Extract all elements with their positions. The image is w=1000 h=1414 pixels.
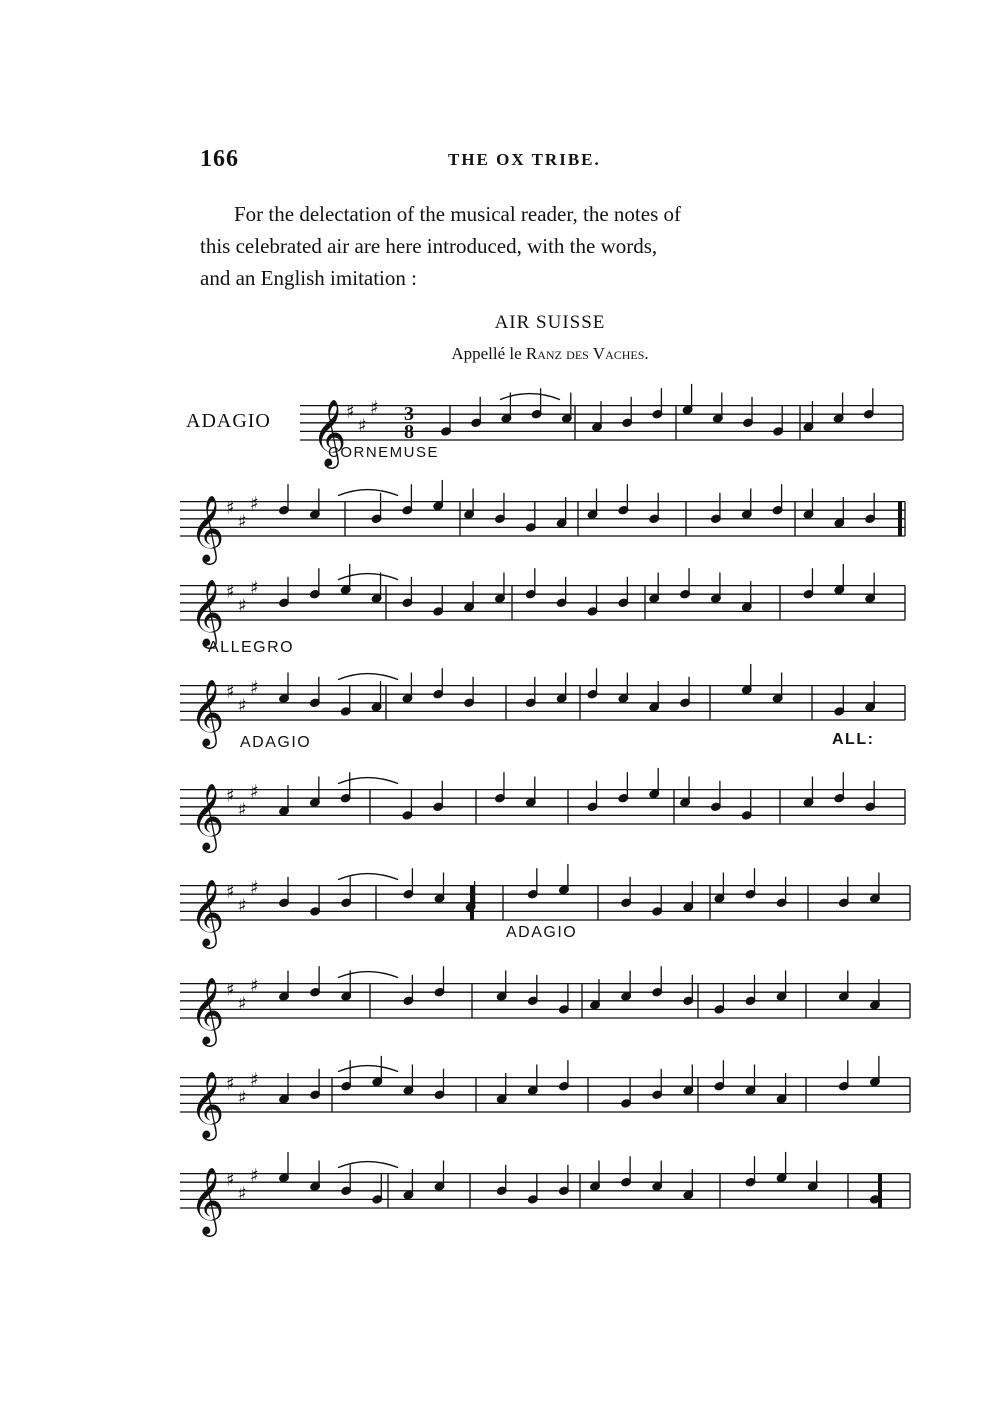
treble-clef-icon: 𝄞: [190, 782, 225, 850]
time-signature-numerator: 3: [404, 403, 414, 425]
label-adagio-line6: ADAGIO: [506, 924, 578, 941]
sharp-icon: ♯: [238, 595, 247, 617]
sharp-icon: ♯: [238, 511, 247, 533]
slur: [338, 574, 398, 580]
sharp-icon: ♯: [250, 877, 259, 899]
sharp-icon: ♯: [250, 577, 259, 599]
sharp-icon: ♯: [238, 695, 247, 717]
slur: [338, 490, 398, 496]
label-allegro: ALLEGRO: [208, 639, 295, 656]
treble-clef-icon: 𝄞: [190, 578, 225, 646]
intro-line-3: and an English imitation :: [200, 266, 417, 290]
sharp-icon: ♯: [250, 1069, 259, 1091]
page-number: 166: [200, 146, 239, 172]
sharp-icon: ♯: [250, 493, 259, 515]
sharp-icon: ♯: [226, 497, 235, 519]
sharp-icon: ♯: [250, 677, 259, 699]
sharp-icon: ♯: [238, 1183, 247, 1205]
sharp-icon: ♯: [250, 781, 259, 803]
treble-clef-icon: 𝄞: [190, 494, 225, 562]
label-cornemuse: CORNEMUSE: [328, 444, 440, 461]
sharp-icon: ♯: [358, 415, 367, 437]
tempo-adagio-first: ADAGIO: [186, 410, 271, 432]
sharp-icon: ♯: [226, 581, 235, 603]
sharp-icon: ♯: [226, 881, 235, 903]
running-head: THE OX TRIBE.: [448, 150, 601, 169]
label-adagio-line4: ADAGIO: [240, 734, 312, 751]
treble-clef-icon: 𝄞: [312, 398, 347, 466]
time-signature-denominator: 8: [404, 421, 414, 443]
treble-clef-icon: 𝄞: [190, 678, 225, 746]
treble-clef-icon: 𝄞: [190, 878, 225, 946]
slur: [338, 972, 398, 978]
label-all: ALL:: [832, 731, 875, 748]
sharp-icon: ♯: [238, 895, 247, 917]
air-subtitle-name: Ranz des Vaches.: [525, 344, 649, 363]
sharp-icon: ♯: [238, 799, 247, 821]
sharp-icon: ♯: [226, 785, 235, 807]
sharp-icon: ♯: [250, 1165, 259, 1187]
sharp-icon: ♯: [238, 993, 247, 1015]
treble-clef-icon: 𝄞: [190, 976, 225, 1044]
air-title: AIR SUISSE: [494, 312, 606, 333]
air-subtitle-prefix: Appellé le: [451, 344, 526, 363]
slur: [338, 674, 398, 680]
sharp-icon: ♯: [250, 975, 259, 997]
slur: [338, 1162, 398, 1168]
slur: [338, 874, 398, 880]
slur: [500, 394, 560, 400]
intro-line-1: For the delectation of the musical reader, the notes of: [234, 202, 681, 226]
sharp-icon: ♯: [346, 401, 355, 423]
slur: [338, 1066, 398, 1072]
sharp-icon: ♯: [226, 681, 235, 703]
slur: [338, 778, 398, 784]
sharp-icon: ♯: [226, 1169, 235, 1191]
intro-line-2: this celebrated air are here introduced, with the words,: [200, 234, 658, 258]
treble-clef-icon: 𝄞: [190, 1166, 225, 1234]
sharp-icon: ♯: [238, 1087, 247, 1109]
sharp-icon: ♯: [370, 397, 379, 419]
treble-clef-icon: 𝄞: [190, 1070, 225, 1138]
sharp-icon: ♯: [226, 979, 235, 1001]
sharp-icon: ♯: [226, 1073, 235, 1095]
